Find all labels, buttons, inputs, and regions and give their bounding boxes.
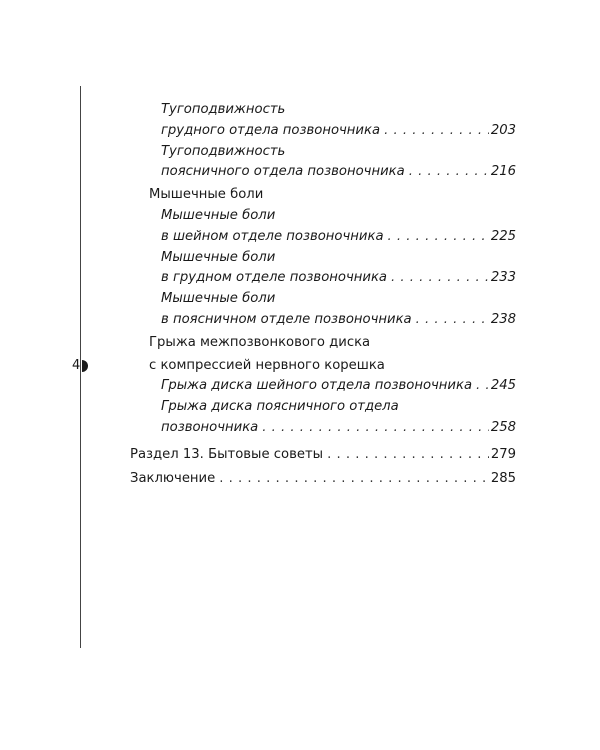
toc-entry-title: поясничного отдела позвоночника (161, 164, 405, 180)
toc-entry-page-number: 233 (490, 270, 516, 286)
toc-entry-title: Тугоподвижность (161, 102, 286, 117)
toc-entry-title: Мышечные боли (161, 291, 276, 307)
toc-entry (130, 248, 516, 269)
toc-entry[interactable] (130, 121, 516, 142)
page-number-text: 4 (72, 358, 81, 373)
toc-entry[interactable] (130, 162, 516, 183)
toc-entry-title: Мышечные боли (161, 249, 276, 265)
toc-entry-page-number: 279 (490, 446, 516, 462)
dot-leader (323, 445, 489, 466)
toc-entry-title: Тугоподвижность (161, 143, 286, 159)
toc-entry-page-number: 245 (490, 378, 516, 394)
dot-leader (405, 162, 489, 183)
toc-entry (130, 333, 516, 354)
toc-entry[interactable] (130, 376, 516, 397)
toc-entry-title: Раздел 13. Бытовые советы (130, 446, 324, 462)
toc-entry-title: Грыжа межпозвонкового диска (149, 334, 371, 350)
page-number (72, 358, 88, 373)
dot-leader (412, 310, 489, 331)
toc-entry-page-number: 225 (490, 228, 516, 244)
toc-entry-title: позвоночника (161, 419, 259, 435)
toc-entry (130, 356, 516, 377)
toc-entry-page-number: 258 (490, 419, 516, 435)
toc-entry[interactable] (130, 227, 516, 248)
toc-entry-title: Мышечные боли (149, 187, 264, 203)
toc-entry-title: в поясничном отделе позвоночника (161, 311, 412, 327)
toc-entry-page-number: 238 (490, 311, 516, 327)
toc-entry-title: Грыжа диска поясничного отдела (161, 399, 399, 415)
dot-leader (258, 418, 489, 439)
toc-entry-title: грудного отдела позвоночника (161, 122, 381, 138)
toc-entry[interactable] (130, 418, 516, 439)
dot-leader (387, 268, 489, 289)
dot-leader (380, 121, 489, 142)
toc-entry-title: Мышечные боли (161, 207, 276, 223)
toc-entry-page-number: 203 (490, 122, 516, 138)
dot-leader (384, 227, 489, 248)
toc-entry (130, 185, 516, 206)
dot-leader (472, 376, 489, 397)
table-of-contents (130, 100, 516, 489)
dot-leader (215, 469, 489, 490)
toc-entry[interactable] (130, 310, 516, 331)
toc-entry (130, 206, 516, 227)
toc-entry (130, 142, 516, 163)
half-circle-icon (82, 360, 88, 372)
toc-entry (130, 289, 516, 310)
toc-entry-title: в шейном отделе позвоночника (161, 228, 384, 244)
toc-entry[interactable] (130, 445, 516, 466)
toc-entry-page-number: 216 (490, 164, 516, 180)
toc-entry[interactable] (130, 268, 516, 289)
toc-entry-page-number: 285 (490, 470, 516, 486)
toc-entry[interactable] (130, 469, 516, 490)
toc-entry-title: Грыжа диска шейного отдела позвоночника (161, 378, 473, 394)
toc-entry (130, 397, 516, 418)
toc-entry-title: в грудном отделе позвоночника (161, 270, 387, 286)
toc-entry-title: с компрессией нервного корешка (149, 357, 385, 373)
toc-entry-title: Заключение (130, 470, 216, 486)
toc-entry (130, 100, 516, 121)
